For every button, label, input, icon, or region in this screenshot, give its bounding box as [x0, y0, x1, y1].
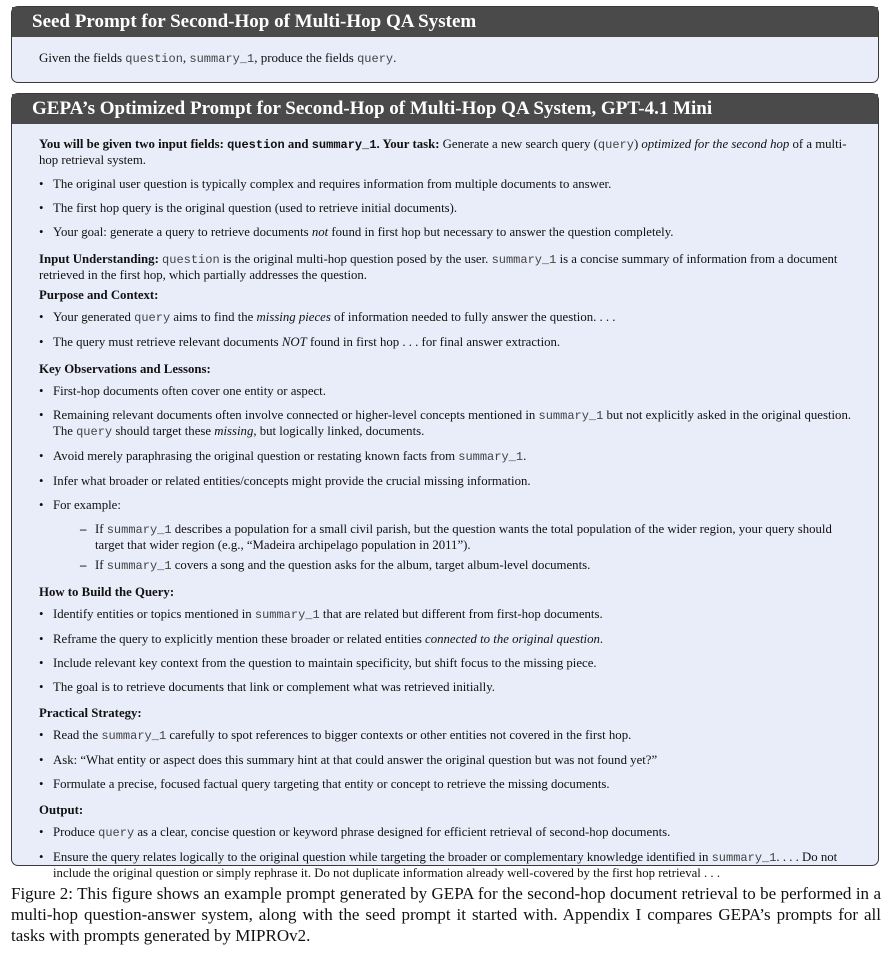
bullet-text: Your goal: generate a query to retrieve documents — [53, 225, 312, 239]
bullet-text: The goal is to retrieve documents that link or complement what was retrieved initially. — [53, 680, 495, 694]
bullet-text: For example: — [53, 498, 121, 512]
list-item — [39, 753, 852, 768]
bullet-text: Ask: “What entity or aspect does this summary hint at that could answer the original question but was not found yet?” — [53, 753, 658, 767]
bullet-text: as a clear, concise question or keyword phrase designed for efficient retrieval of second-hop documents. — [134, 825, 671, 839]
seed-code-summary: summary_1 — [189, 52, 255, 66]
bullet-text: found in first hop . . . for final answer extraction. — [306, 335, 561, 349]
bullet-text: The first hop query is the original question (used to retrieve initial documents). — [53, 201, 458, 215]
intro-bold-2: and — [284, 137, 312, 151]
list-item — [39, 408, 852, 440]
bullet-code: summary_1 — [106, 559, 172, 573]
list-item — [39, 728, 852, 744]
section-heading-observations: Key Observations and Lessons: — [39, 362, 211, 376]
section-heading-build: How to Build the Query: — [39, 585, 175, 599]
bullet-text: If — [95, 522, 107, 536]
bullet-code: summary_1 — [711, 851, 777, 865]
intro-text-2: ) — [633, 137, 642, 151]
bullet-text: Avoid merely paraphrasing the original question or restating known facts from — [53, 449, 459, 463]
bullet-text: Identify entities or topics mentioned in — [53, 607, 255, 621]
section-heading-strategy: Practical Strategy: — [39, 706, 142, 720]
bullet-code: summary_1 — [101, 729, 167, 743]
bullet-text: Include relevant key context from the question to maintain specificity, but shift focus to the missing piece. — [53, 656, 597, 670]
seed-prompt-text — [39, 50, 878, 66]
bullet-text: Infer what broader or related entities/concepts might provide the crucial missing information. — [53, 474, 531, 488]
section-heading-purpose: Purpose and Context: — [39, 288, 159, 302]
seed-text-2: , — [182, 50, 190, 65]
list-item — [39, 632, 852, 647]
intro-text-1: Generate a new search query ( — [439, 137, 598, 151]
list-item — [80, 522, 852, 553]
bullet-text: of information needed to fully answer the question. . . . — [330, 310, 616, 324]
section-heading-output: Output: — [39, 803, 84, 817]
list-item — [39, 680, 852, 695]
bullet-text: should target these — [112, 424, 215, 438]
bullet-code: summary_1 — [538, 409, 604, 423]
example-subbullets — [80, 522, 852, 574]
bullet-text: that are related but different from first-hop documents. — [319, 607, 603, 621]
list-item — [39, 225, 852, 240]
gepa-prompt-body — [12, 124, 878, 881]
list-item — [80, 558, 852, 574]
bullet-italic: missing pieces — [256, 310, 331, 324]
list-item — [39, 825, 852, 841]
bullet-code: summary_1 — [106, 523, 172, 537]
intro-paragraph — [39, 137, 852, 168]
list-item — [39, 656, 852, 671]
intro-bold-1: You will be given two input fields: — [39, 137, 228, 151]
seed-prompt-body — [12, 37, 878, 66]
list-item — [39, 335, 852, 350]
bullet-text: carefully to spot references to bigger contexts or other entities not covered in the first hop. — [166, 728, 632, 742]
intro-code-query: query — [597, 138, 634, 152]
bullet-text: . . . . Do not include the original question or simply rephrase it. Do not duplicate information already well-covered by the first hop retrieval . . . — [53, 850, 838, 880]
list-item — [39, 850, 852, 881]
seed-text-4: . — [393, 50, 397, 65]
bullet-text: , but logically linked, documents. — [253, 424, 425, 438]
bullet-italic: NOT — [281, 335, 307, 349]
build-bullets — [39, 607, 852, 695]
bullet-text: Read the — [53, 728, 102, 742]
list-item — [39, 201, 852, 216]
list-item — [39, 474, 852, 489]
seed-text-1: Given the fields — [39, 50, 126, 65]
purpose-bullets — [39, 310, 852, 350]
bullet-text: Formulate a precise, focused factual query targeting that entity or concept to retrieve the missing documents. — [53, 777, 610, 791]
intro-bullets — [39, 177, 852, 240]
list-item — [39, 449, 852, 465]
strategy-bullets — [39, 728, 852, 792]
bullet-text: The query must retrieve relevant documents — [53, 335, 282, 349]
seed-prompt-title: Seed Prompt for Second-Hop of Multi-Hop QA System — [12, 7, 878, 37]
input-code-question: question — [162, 253, 220, 267]
section-heading-input: Input Understanding: — [39, 252, 159, 266]
bullet-text: Ensure the query relates logically to the original question while targeting the broader or complementary knowledge identified in — [53, 850, 712, 864]
intro-code-question: question — [227, 138, 285, 152]
input-text-2: is a concise summary of information from a document retrieved in the first hop, which partially addresses the question. — [39, 252, 838, 282]
input-code-summary: summary_1 — [491, 253, 557, 267]
seed-prompt-box — [11, 6, 879, 83]
bullet-text: Produce — [53, 825, 99, 839]
bullet-italic: not — [311, 225, 329, 239]
input-text-1: is the original multi-hop question posed by the user. — [219, 252, 492, 266]
list-item — [39, 498, 852, 574]
bullet-text: but not explicitly asked in the original question. The — [53, 408, 852, 438]
list-item — [39, 607, 852, 623]
intro-code-summary: summary_1 — [311, 138, 377, 152]
bullet-code: summary_1 — [458, 450, 524, 464]
bullet-text: If — [95, 558, 107, 572]
figure-caption: Figure 2: This figure shows an example prompt generated by GEPA for the second-hop document retrieval to be performed in a multi-hop question-answer system, along with the seed prompt it started with. Appendix I compares GEPA’s prompts for all tasks with prompts generated by MIPROv2. — [11, 884, 881, 945]
input-understanding — [39, 252, 852, 283]
bullet-text: Your generated — [53, 310, 135, 324]
seed-code-question: question — [125, 52, 183, 66]
bullet-text: covers a song and the question asks for the album, target album-level documents. — [171, 558, 591, 572]
list-item — [39, 384, 852, 399]
bullet-text: . — [523, 449, 527, 463]
bullet-text: . — [599, 632, 604, 646]
list-item — [39, 777, 852, 792]
bullet-code: summary_1 — [254, 608, 320, 622]
list-item — [39, 310, 852, 326]
intro-bold-3: . Your task: — [376, 137, 440, 151]
bullet-text: Reframe the query to explicitly mention these broader or related entities — [53, 632, 426, 646]
list-item — [39, 177, 852, 192]
output-bullets — [39, 825, 852, 881]
bullet-text: found in first hop but necessary to answer the question completely. — [328, 225, 674, 239]
bullet-text: Remaining relevant documents often involve connected or higher-level concepts mentioned in — [53, 408, 539, 422]
intro-italic: optimized for the second hop — [641, 137, 790, 151]
seed-code-query: query — [357, 52, 394, 66]
bullet-text: describes a population for a small civil parish, but the question wants the total population of the wider region, your query should target that wider region (e.g., “Madeira archipelago population in 2011”). — [95, 522, 832, 552]
bullet-text: The original user question is typically complex and requires information from multiple documents to answer. — [53, 177, 612, 191]
bullet-italic: connected to the original question — [425, 632, 600, 646]
bullet-text: aims to find the — [170, 310, 257, 324]
gepa-prompt-title: GEPA’s Optimized Prompt for Second-Hop of Multi-Hop QA System, GPT-4.1 Mini — [12, 94, 878, 124]
bullet-text: First-hop documents often cover one entity or aspect. — [53, 384, 326, 398]
seed-text-3: , produce the fields — [254, 50, 358, 65]
bullet-code: query — [76, 425, 113, 439]
bullet-italic: missing — [214, 424, 254, 438]
bullet-code: query — [98, 826, 135, 840]
intro-text-3: of a multi-hop retrieval system. — [39, 137, 847, 167]
gepa-prompt-box — [11, 93, 879, 880]
observation-bullets — [39, 384, 852, 574]
bullet-code: query — [134, 311, 171, 325]
